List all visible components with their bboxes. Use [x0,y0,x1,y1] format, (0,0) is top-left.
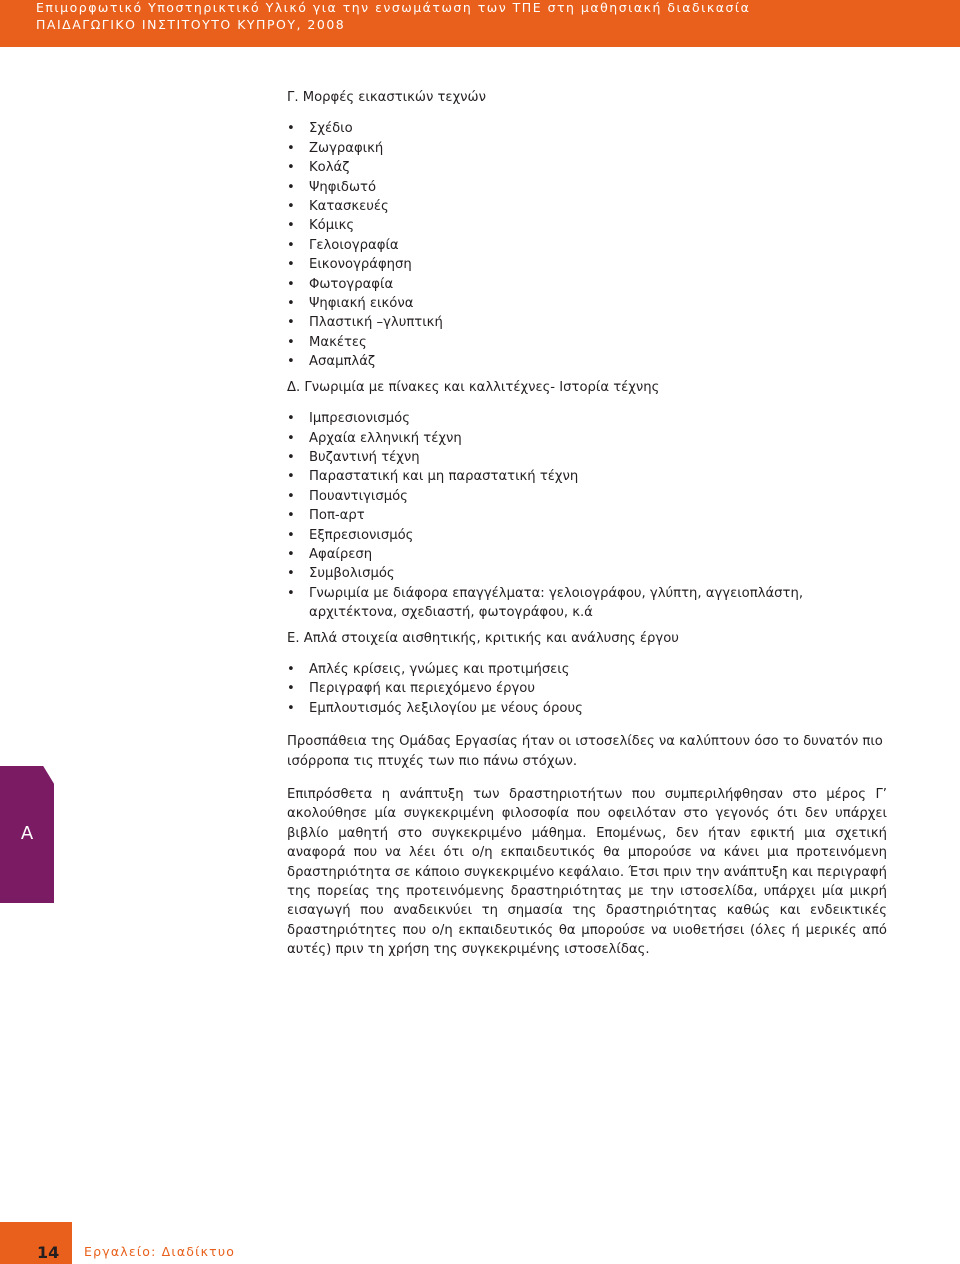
list-item: • Γελοιογραφία [287,236,887,255]
paragraph-intro: Προσπάθεια της Ομάδας Εργασίας ήταν οι ιστοσελίδες να καλύπτουν όσο το δυνατόν πιο ισόρροπα τις πτυχές των πιο πάνω στόχων. [287,734,883,769]
list-item: • Ιμπρεσιονισμός [287,409,887,428]
list-item: • Γνωριμία με διάφορα επαγγέλματα: γελοιογράφου, γλύπτη, αγγειοπλάστη, αρχιτέκτονα, σχεδιαστή, φωτογράφου, κ.ά [287,584,887,623]
list-item: • Πλαστική –γλυπτική [287,313,887,332]
list-item: • Πουαντιγισμός [287,487,887,506]
list-item: • Παραστατική και μη παραστατική τέχνη [287,467,887,486]
art-history-list [287,409,887,622]
art-forms-list [287,119,887,371]
paragraph-body: Επιπρόσθετα η ανάπτυξη των δραστηριοτήτων που συμπεριλήφθησαν στο μέρος Γ’ ακολούθησε μία συγκεκριμένη φιλοσοφία που οφειλόταν στο γεγονός ότι δεν υπάρχει βιβλίο μαθητή στο συγκεκριμένο μάθημα. Επομένως, δεν ήταν εφικτή μια σχετική αναφορά που να λέει ότι ο/η εκπαιδευτικός θα μπορούσε να κάνει μια προτεινόμενη δραστηριότητα σε κάποιο συγκεκριμένο κεφάλαιο. Έτσι πριν την ανάπτυξη και περιγραφή της πορείας της προτεινόμενης δραστηριότητας με την ιστοσελίδα, υπάρχει μία μικρή εισαγωγή που αναδεικνύει τη σημασία της δραστηριότητας καθώς και ενδεικτικές δραστηριότητες που ο/η εκπαιδευτικός θα μπορούσε να υιοθετήσει (όλες ή μερικές από αυτές) πριν τη χρήση της συγκεκριμένης ιστοσελίδας. [287,787,887,958]
header-subtitle: ΠΑΙΔΑΓΩΓΙΚΟ ΙΝΣΤΙΤΟΥΤΟ ΚΥΠΡΟΥ, 2008 [36,17,346,32]
list-item: • Ασαμπλάζ [287,352,887,371]
list-item: • Εικονογράφηση [287,255,887,274]
list-item: • Κολάζ [287,158,887,177]
list-item: • Περιγραφή και περιεχόμενο έργου [287,679,887,698]
footer-label: Εργαλείο: Διαδίκτυο [84,1244,236,1259]
list-item: • Εμπλουτισμός λεξιλογίου με νέους όρους [287,699,887,718]
page-number: 14 [37,1243,60,1262]
section-title-e: Ε. Απλά στοιχεία αισθητικής, κριτικής και ανάλυσης έργου [287,630,679,646]
aesthetics-list [287,660,887,718]
footer-accent-box [0,1222,72,1264]
list-item: • Βυζαντινή τέχνη [287,448,887,467]
main-content [287,88,887,960]
list-item: • Ψηφιδωτό [287,178,887,197]
list-item: • Αφαίρεση [287,545,887,564]
section-title-g: Γ. Μορφές εικαστικών τεχνών [287,90,486,105]
list-item: • Απλές κρίσεις, γνώμες και προτιμήσεις [287,660,887,679]
side-tab-letter: Α [20,823,34,844]
list-item: • Συμβολισμός [287,564,887,583]
list-item: • Κόμικς [287,216,887,235]
list-item: • Αρχαία ελληνική τέχνη [287,429,887,448]
list-item: • Φωτογραφία [287,275,887,294]
list-item: • Εξπρεσιονισμός [287,526,887,545]
header-title: Επιμορφωτικό Υποστηρικτικό Υλικό για την ενσωμάτωση των ΤΠΕ στη μαθησιακή διαδικασία [36,0,751,15]
section-title-d: Δ. Γνωριμία με πίνακες και καλλιτέχνες- Ιστορία τέχνης [287,379,660,395]
list-item: • Ψηφιακή εικόνα [287,294,887,313]
page-header [0,0,960,47]
list-item: • Κατασκευές [287,197,887,216]
list-item: • Σχέδιο [287,119,887,138]
list-item: • Ζωγραφική [287,139,887,158]
list-item: • Μακέτες [287,333,887,352]
list-item: • Ποπ-αρτ [287,506,887,525]
